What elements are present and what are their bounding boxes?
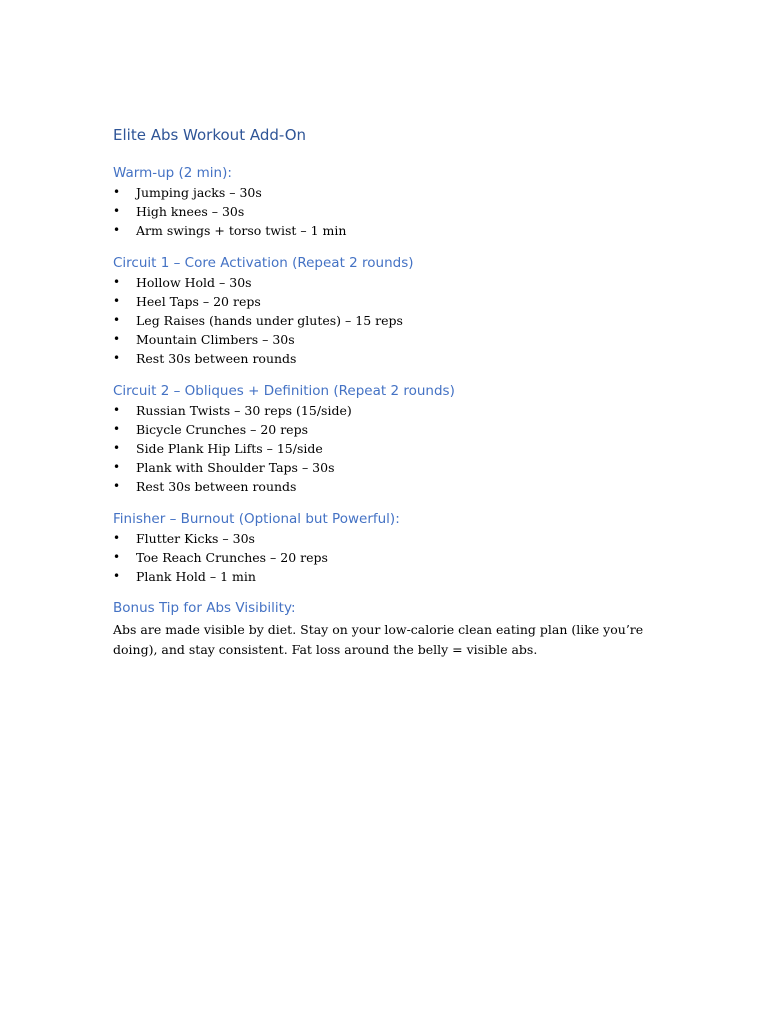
list-item-text: High knees – 30s [136,204,245,220]
list-item-text: Russian Twists – 30 reps (15/side) [136,402,352,418]
section-heading: Bonus Tip for Abs Visibility: [113,600,296,617]
exercise-list [113,529,673,587]
exercise-list [113,273,673,369]
bullet-icon: • [113,479,121,494]
section-heading: Circuit 1 – Core Activation (Repeat 2 rounds) [113,254,414,271]
list-item [113,221,673,240]
document-page [113,124,673,660]
section-heading: Finisher – Burnout (Optional but Powerful): [113,510,400,527]
bullet-icon: • [113,402,121,417]
list-item-text: Plank with Shoulder Taps – 30s [136,460,335,476]
list-item-text: Rest 30s between rounds [136,479,297,495]
list-item-text: Mountain Climbers – 30s [136,332,295,348]
bullet-icon: • [113,332,121,347]
list-item [113,183,673,202]
bullet-icon: • [113,293,121,308]
list-item-text: Heel Taps – 20 reps [136,293,261,309]
bullet-icon: • [113,460,121,475]
section-finisher [113,509,673,587]
bullet-icon: • [113,441,121,456]
exercise-list [113,401,673,497]
list-item-text: Jumping jacks – 30s [136,185,262,200]
list-item [113,548,673,567]
section-circuit-2 [113,381,673,497]
section-bonus-tip [113,598,673,660]
bullet-icon: • [113,351,121,366]
section-heading: Warm-up (2 min): [113,165,232,181]
list-item [113,529,673,548]
list-item [113,420,673,439]
list-item-text: Hollow Hold – 30s [136,274,252,290]
list-item [113,439,673,458]
list-item [113,292,673,311]
list-item [113,477,673,496]
list-item-text: Arm swings + torso twist – 1 min [136,223,347,239]
list-item-text: Flutter Kicks – 30s [136,530,255,546]
list-item-text: Bicycle Crunches – 20 reps [136,421,308,437]
list-item-text: Plank Hold – 1 min [136,569,256,585]
exercise-list [113,183,673,241]
bullet-icon: • [113,274,121,289]
list-item [113,458,673,477]
section-warm-up [113,163,673,241]
list-item [113,202,673,221]
bullet-icon: • [113,223,121,238]
bonus-tip-text: Abs are made visible by diet. Stay on your low-calorie clean eating plan (like you’re doing), and stay consistent. Fat loss around the belly = visible abs. [113,622,644,658]
list-item [113,311,673,330]
bullet-icon: • [113,204,121,219]
page-title: Elite Abs Workout Add-On [113,126,307,144]
list-item-text: Toe Reach Crunches – 20 reps [136,549,328,565]
list-item [113,273,673,292]
list-item [113,330,673,349]
list-item-text: Leg Raises (hands under glutes) – 15 reps [136,313,403,329]
list-item [113,349,673,368]
bullet-icon: • [113,549,121,564]
section-circuit-1 [113,253,673,369]
list-item-text: Rest 30s between rounds [136,351,297,367]
bullet-icon: • [113,421,121,436]
bullet-icon: • [113,569,121,584]
list-item [113,567,673,586]
bullet-icon: • [113,185,121,199]
section-heading: Circuit 2 – Obliques + Definition (Repeat 2 rounds) [113,382,455,399]
bullet-icon: • [113,530,121,545]
list-item [113,401,673,420]
bullet-icon: • [113,313,121,328]
list-item-text: Side Plank Hip Lifts – 15/side [136,441,323,457]
